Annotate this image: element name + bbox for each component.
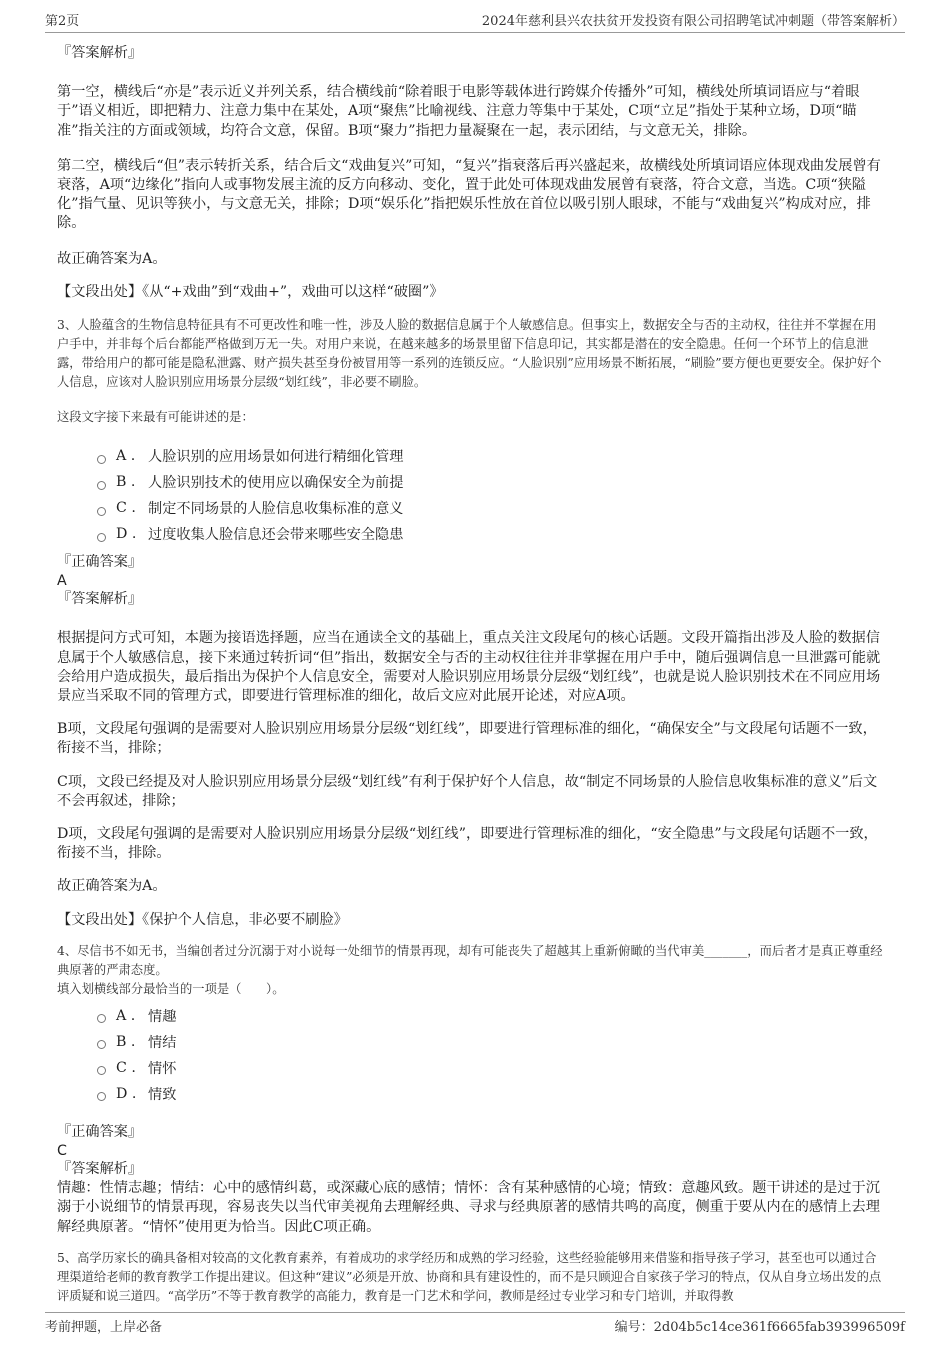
q4-options bbox=[97, 1003, 887, 1107]
q4-correct-answer: C bbox=[57, 1143, 67, 1160]
q4-option-d[interactable]: D . 情致 bbox=[97, 1081, 887, 1107]
q3-options bbox=[97, 443, 887, 547]
radio-icon[interactable] bbox=[97, 507, 106, 516]
q5-stem: 5、高学历家长的确具备相对较高的文化教育素养，有着成功的求学经历和成熟的学习经验，这些经验能够用来借鉴和指导孩子学习，甚至也可以通过合理渠道给老师的教育教学工作提出建议。但这种“建议”必须是开放、协商和具有建设性的，而不是只顾迎合自家孩子学习的特点，仅从自身立场出发的点评质疑和说三道四。“高学历”不等于教育教学的高能力，教育是一门艺术和学问，教师是经过专业学习和专门培训，并取得教 bbox=[57, 1250, 882, 1303]
q3-option-c[interactable]: C . 制定不同场景的人脸信息收集标准的意义 bbox=[97, 495, 887, 521]
q4-analysis: 情趣：性情志趣；情结：心中的感情纠葛，或深藏心底的感情；情怀：含有某种感情的心境；情致：意趣风致。题干讲述的是过于沉溺于小说细节的情景再现，容易丧失以当代审美视角去理解经典、寻求与经典原著的感情共鸣的高度，侧重于要从内在的感情上去理解经典原著。“情怀”使用更为恰当。因此C项正确。 bbox=[57, 1180, 880, 1235]
q3-conclusion: 故正确答案为A。 bbox=[57, 878, 167, 895]
q3-correct-answer: A bbox=[57, 573, 67, 590]
page-header bbox=[45, 10, 905, 33]
q3-analysis-para4: D项，文段尾句强调的是需要对人脸识别应用场景分层级“划红线”，即要进行管理标准的细化，“安全隐患”与文段尾句话题不一致，衔接不当，排除。 bbox=[57, 826, 878, 862]
radio-icon[interactable] bbox=[97, 1092, 106, 1101]
q3-stem: 3、人脸蕴含的生物信息特征具有不可更改性和唯一性，涉及人脸的数据信息属于个人敏感信息。但事实上，数据安全与否的主动权，往往并不掌握在用户手中，并非每个后台都能严格做到万无一失。对用户来说，在越来越多的场景里留下信息印记，其实都是潜在的安全隐患。任何一个环节上的信息泄露，带给用户的都可能是隐私泄露、财产损失甚至身份被冒用等一系列的连锁反应。“人脸识别”应用场景不断拓展，“刷脸”要方便也更要安全。保护好个人信息，应该对人脸识别应用场景分层级“划红线”，非必要不刷脸。 bbox=[57, 318, 882, 390]
q2-analysis-para2: 第二空，横线后“但”表示转折关系，结合后文“戏曲复兴”可知，“复兴”指衰落后再兴盛起来，故横线处所填词语应体现戏曲发展曾有衰落，A项“边缘化”指向人或事物发展主流的反方向移动、变化，置于此处可体现戏曲发展曾有衰落，符合文意，当选。C项“狭隘化”指气量、见识等狭小，与文意无关，排除；D项“娱乐化”指把娱乐性放在首位以吸引别人眼球，不能与“戏曲复兴”构成对应，排除。 bbox=[57, 157, 881, 232]
q2-analysis-para1: 第一空，横线后“亦是”表示近义并列关系，结合横线前“除着眼于电影等载体进行跨媒介传播外”可知，横线处所填词语应与“着眼于”语义相近，即把精力、注意力集中在某处，A项“聚焦”比喻视线、注意力等集中于某处，C项“立足”指处于某种立场，D项“瞄准”指关注的方面或领域，均符合文意，保留。B项“聚力”指把力量凝聚在一起，表示团结，与文意无关，排除。 bbox=[57, 84, 860, 139]
q3-analysis-para3: C项，文段已经提及对人脸识别应用场景分层级“划红线”有利于保护好个人信息，故“制定不同场景的人脸信息收集标准的意义”后文不会再叙述，排除； bbox=[57, 773, 878, 809]
q2-analysis-label: 『答案解析』 bbox=[57, 45, 143, 61]
footer-slogan: 考前押题，上岸必备 bbox=[45, 1319, 163, 1335]
radio-icon[interactable] bbox=[97, 1040, 106, 1049]
document-title: 2024年慈利县兴农扶贫开发投资有限公司招聘笔试冲刺题（带答案解析） bbox=[481, 14, 905, 29]
q4-option-c[interactable]: C . 情怀 bbox=[97, 1055, 887, 1081]
radio-icon[interactable] bbox=[97, 1066, 106, 1075]
radio-icon[interactable] bbox=[97, 533, 106, 542]
q3-prompt: 这段文字接下来最有可能讲述的是： bbox=[57, 410, 254, 425]
q3-correct-label: 『正确答案』 bbox=[57, 554, 143, 571]
q4-prompt: 填入划横线部分最恰当的一项是（ ）。 bbox=[57, 981, 285, 996]
q2-source: 【文段出处】《从“+戏曲”到“戏曲+”，戏曲可以这样“破圈”》 bbox=[57, 283, 444, 300]
q3-analysis-para1: 根据提问方式可知，本题为接语选择题，应当在通读全文的基础上，重点关注文段尾句的核心话题。文段开篇指出涉及人脸的数据信息属于个人敏感信息，接下来通过转折词“但”指出，数据安全与否的主动权往往并非掌握在用户手中，随后强调信息一旦泄露可能就会给用户造成损失，最后指出为保护个人信息安全，需要对人脸识别应用场景分层级“划红线”，也就是说人脸识别技术在不同应用场景应当采取不同的管理方式，即要进行管理标准的细化，故后文应对此展开论述，对应A项。 bbox=[57, 630, 881, 705]
page-footer bbox=[45, 1312, 905, 1337]
q4-stem: 4、尽信书不如无书，当编创者过分沉溺于对小说每一处细节的情景再现，却有可能丧失了超越其上重新俯瞰的当代审美_______，而后者才是真正尊重经典原著的严肃态度。 bbox=[57, 943, 883, 977]
q4-option-a[interactable]: A . 情趣 bbox=[97, 1003, 887, 1029]
q3-option-d[interactable]: D . 过度收集人脸信息还会带来哪些安全隐患 bbox=[97, 521, 887, 547]
q3-source: 【文段出处】《保护个人信息，非必要不刷脸》 bbox=[57, 911, 348, 928]
radio-icon[interactable] bbox=[97, 455, 106, 464]
q2-conclusion: 故正确答案为A。 bbox=[57, 250, 167, 267]
q4-correct-label: 『正确答案』 bbox=[57, 1123, 143, 1140]
q3-option-b[interactable]: B . 人脸识别技术的使用应以确保安全为前提 bbox=[97, 469, 887, 495]
q4-analysis-label: 『答案解析』 bbox=[57, 1161, 143, 1178]
q3-option-a[interactable]: A . 人脸识别的应用场景如何进行精细化管理 bbox=[97, 443, 887, 469]
q4-option-b[interactable]: B . 情结 bbox=[97, 1029, 887, 1055]
document-content bbox=[57, 44, 887, 1306]
radio-icon[interactable] bbox=[97, 481, 106, 490]
q3-analysis-para2: B项，文段尾句强调的是需要对人脸识别应用场景分层级“划红线”，即要进行管理标准的细化，“确保安全”与文段尾句话题不一致，衔接不当，排除； bbox=[57, 721, 877, 757]
page-number: 第2页 bbox=[45, 14, 80, 29]
radio-icon[interactable] bbox=[97, 1014, 106, 1023]
document-id: 编号：2d04b5c14ce361f6665fab393996509f bbox=[614, 1319, 905, 1335]
q3-analysis-label: 『答案解析』 bbox=[57, 591, 143, 608]
